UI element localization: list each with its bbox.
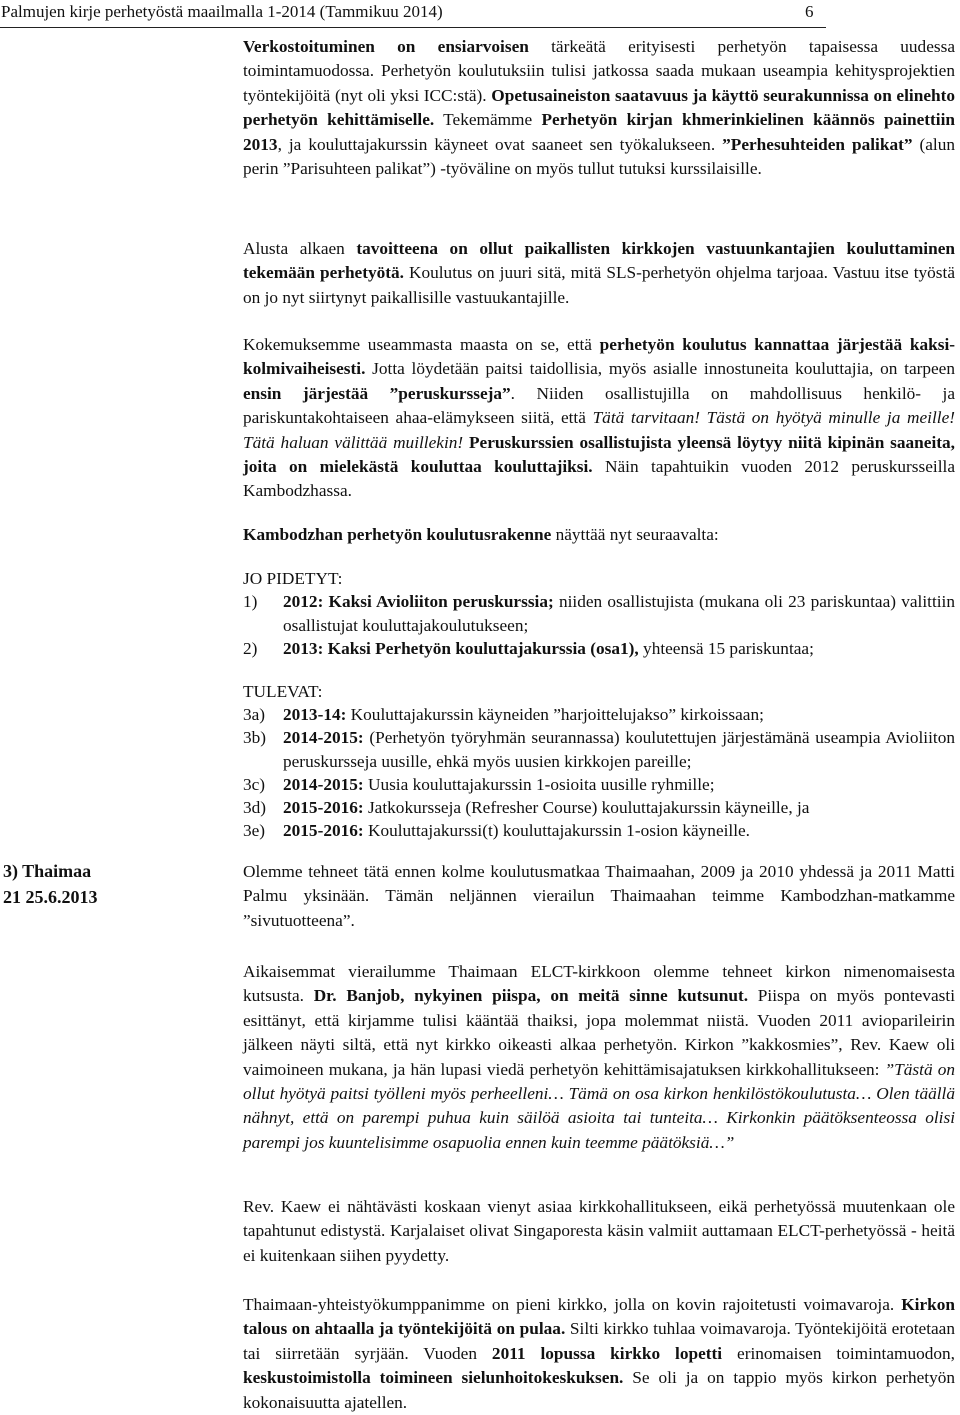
text-bold: Perhetyön kirjan khmerinkielinen käännös painettiin 2013 (243, 110, 956, 154)
text-bold: Opetusaineiston saatavuus ja käyttö seurakunnissa on elinehto perhetyön kehittämiselle. (243, 85, 955, 130)
text-bold: Kirkon talous on ahtaalla ja työntekijöitä on pulaa. (243, 1295, 955, 1339)
text-bold: 2012: Kaksi Avioliiton peruskurssia; (283, 592, 554, 611)
list-text (283, 796, 955, 820)
text: Jatkokursseja (Refresher Course) kouluttajakurssin käyneille, ja (363, 798, 810, 817)
list-item (243, 726, 955, 776)
list-text (283, 773, 955, 797)
section-dates: 21 25.6.2013 (3, 887, 98, 907)
section-heading-thailand (3, 858, 153, 910)
text: , ja kouluttajakurssin käyneet ovat saaneet sen työkalukseen. (277, 134, 723, 154)
text-bold: Verkostoituminen on ensiarvoisen (243, 37, 529, 56)
paragraph-networking (243, 35, 955, 181)
header-rule (0, 27, 826, 28)
paragraph-goal (243, 237, 955, 310)
list-item (243, 819, 955, 845)
text: yhteensä 15 pariskuntaa; (638, 639, 814, 658)
text: (Perhetyön työryhmän seurannassa) koulutettujen järjestämänä useampia Avioliiton peruskursseja uusille, ehkä myös uusien kirkkojen pareille; (283, 728, 955, 772)
text-bold: ensin järjestää ”peruskursseja” (243, 383, 511, 403)
text-bold: 2014-2015: (283, 728, 364, 747)
list-number: 3a) (243, 705, 266, 724)
list-number: 3e) (243, 821, 266, 840)
text: Piispa on myös pontevasti esittänyt, että kirjamme tulisi kääntää thaiksi, jopa molemmat niistä. Vuoden 2011 avioparileirin jälkeen näyti siltä, että nyt kirkko oikeasti alkaa perhetyön. Kirkon ”kakkosmies”, Rev. Kaew oli vaimoineen mukana, ja hän lupasi viedä perhetyön kehittämisajatuksen kirkkohallitukseen: (243, 986, 955, 1079)
paragraph-structure-intro (243, 523, 955, 547)
text: niiden osallistujista (mukana oli 23 pariskuntaa) valittiin osallistujat kouluttajakoulutukseen; (283, 592, 956, 636)
section-title: 3) Thaimaa (3, 861, 92, 881)
list-text (283, 819, 955, 843)
list-number: 3b) (243, 728, 267, 747)
page-number: 6 (805, 2, 814, 21)
text: Koulutus on juuri sitä, mitä SLS-perhetyön ohjelma tarjoaa. Vastuu itse työstä on jo nyt siirtynyt paikallisille vastuukantajille. (243, 263, 955, 307)
text: . Niiden osallistujilla on mahdollisuus henkilö- ja pariskuntakohtaiseen ahaa-elämykseen siitä, että (243, 383, 955, 428)
text: Kouluttajakurssin käyneiden ”harjoittelujakso” kirkoissaan; (346, 705, 764, 724)
text: Jotta löydetään paitsi taidollisia, myös asialle innostuneita kouluttajia, on tarpeen (365, 359, 955, 379)
list-text (283, 637, 955, 661)
text-bold: perhetyön koulutus kannattaa järjestää kaksi-kolmivaiheisesti. (243, 335, 956, 379)
text: tärkeätä erityisesti perhetyön tapaisessa uudessa toimintamuodossa. Perhetyön koulutuksiin tulisi jatkossa saada mukaan useampia kehitysprojektien työntekijöitä (nyt oli yksi ICC:stä). (243, 37, 955, 105)
paragraph-earlier-visits (243, 960, 955, 1155)
text: Se oli ja on tappio myös kirkon perhetyön kokonaisuutta ajatellen. (243, 1368, 955, 1412)
text: Tekemämme (434, 110, 542, 130)
paragraph-rev-kaew: Rev. Kaew ei nähtävästi koskaan vienyt asiaa kirkkohallitukseen, eikä perhetyössä muutenkaan ole tapahtunut edistystä. Karjalaiset olivat Singaporesta käsin valmiit auttamaan ELCT-perhetyössä - heitä ei kuitenkaan siihen pyydetty. (243, 1197, 955, 1265)
paragraph-partner-church (243, 1293, 955, 1415)
paragraph-thailand-intro: Olemme tehneet tätä ennen kolme koulutusmatkaa Thaimaahan, 2009 ja 2010 yhdessä ja 2011 Matti Palmu yksinään. Tämän neljännen vierailun Thaimaahan teimme Kambodzhan-matkamme ”sivutuotteena”. (243, 862, 955, 930)
text-bold: Dr. Banjob, nykyinen piispa, on meitä sinne kutsunut. (313, 986, 749, 1006)
list-heading-future: TULEVAT: (243, 682, 323, 701)
list-heading-done: JO PIDETYT: (243, 569, 343, 588)
list-text (283, 703, 955, 727)
text: Thaimaan-yhteistyökumppanimme on pieni kirkko, jolla on kovin rajoitetusti voimavaroja. (243, 1295, 902, 1314)
list-number: 3c) (243, 775, 266, 794)
text: Alusta alkaen (243, 239, 357, 258)
text-italic: ”Tästä on ollut hyötyä paitsi työlleni myös perheelleni… Tämä on osa kirkon henkilöstökoulutusta… Olen täällä nähnyt, että on parempi puhua kuin säilöä asioita tai tunteita… Kirkonkin päätöksenteossa olisi parempi jos kuuntelisimme osapuolia ennen kuin teemme päätöksiä…” (243, 1059, 955, 1152)
paragraph-experience (243, 333, 955, 504)
list-item (243, 590, 955, 640)
text-bold: 2015-2016: (283, 821, 364, 840)
text-bold: 2011 lopussa kirkko lopetti (491, 1343, 723, 1363)
list-item (243, 637, 955, 663)
text-bold: Peruskurssien osallistujista yleensä löytyy niitä kipinän saaneita, joita on mielekästä kouluttaa kouluttajiksi. (243, 432, 955, 477)
text: näyttää nyt seuraavalta: (551, 525, 719, 544)
list-text (283, 590, 955, 639)
list-number: 1) (243, 592, 258, 611)
text-bold: Kambodzhan perhetyön koulutusrakenne (243, 525, 552, 544)
list-number: 2) (243, 639, 258, 658)
text: Kokemuksemme useammasta maasta on se, että (243, 335, 600, 354)
text: erinomaisen toimintamuodon, (722, 1343, 955, 1363)
text-bold: keskustoimistolla toimineen sielunhoitokeskuksen. (243, 1368, 624, 1388)
list-number: 3d) (243, 798, 267, 817)
text-bold: tavoitteena on ollut paikallisten kirkkojen vastuunkantajien kouluttaminen tekemään perhetyötä. (243, 239, 955, 283)
text-bold: 2015-2016: (283, 798, 364, 817)
text: Silti kirkko tuhlaa voimavaroja. Työntekijöitä erotetaan tai siirretään syrjään. Vuoden (243, 1319, 955, 1363)
running-header: Palmujen kirje perhetyöstä maailmalla 1-2014 (Tammikuu 2014) (1, 2, 443, 21)
text: Aikaisemmat vierailumme Thaimaan ELCT-kirkkoon olemme tehneet kirkon nimenomaisesta kutsusta. (243, 962, 955, 1006)
text-bold: 2013: Kaksi Perhetyön kouluttajakurssia (osa1), (283, 639, 639, 658)
text-bold: ”Perhesuhteiden palikat” (722, 134, 913, 154)
text-bold: 2013-14: (283, 705, 347, 724)
list-text (283, 726, 955, 775)
text: (alun perin ”Parisuhteen palikat”) -työväline on myös tullut tutuksi kurssilaisille. (243, 134, 956, 179)
text-italic: Tätä tarvitaan! Tästä on hyötyä minulle ja meille! Tätä haluan välittää muillekin! (243, 408, 955, 452)
text-bold: 2014-2015: (283, 775, 364, 794)
text: Uusia kouluttajakurssin 1-osioita uusille ryhmille; (363, 775, 715, 794)
text: Näin tapahtuikin vuoden 2012 peruskursseilla Kambodzhassa. (243, 457, 956, 501)
text: Kouluttajakurssi(t) kouluttajakurssin 1-osion käyneille. (363, 821, 751, 840)
